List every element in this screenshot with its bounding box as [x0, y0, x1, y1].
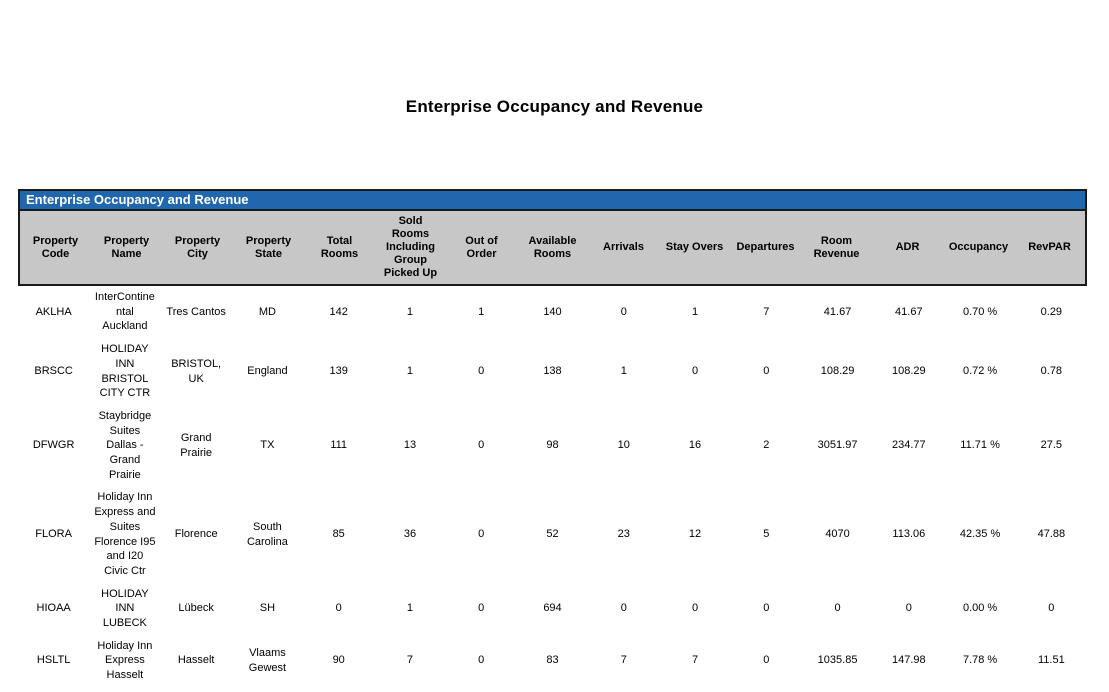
table-row	[18, 405, 1087, 487]
table-cell: HIOAA	[36, 602, 71, 615]
table-cell: 7	[691, 654, 699, 667]
table-cell: 113.06	[892, 528, 926, 541]
table-cell: 5	[763, 528, 770, 541]
table-cell: 0	[834, 602, 841, 615]
table-cell: InterContinental Auckland	[94, 291, 155, 333]
column-header: Property Name	[103, 234, 150, 260]
table-cell: 0	[478, 602, 485, 615]
column-header: Available Rooms	[528, 234, 577, 260]
table-cell: Holiday Inn Express Hasselt	[97, 639, 153, 682]
table-cell: BRSCC	[34, 365, 73, 378]
table-cell: 108.29	[820, 365, 855, 378]
table-cell: 0.70 %	[962, 305, 998, 318]
table-cell: 47.88	[1037, 528, 1066, 541]
table-cell: Holiday Inn Express and Suites Florence I95 and I20 Civic Ctr	[94, 491, 156, 577]
column-header: Departures	[736, 241, 795, 253]
table-cell: 0	[620, 305, 627, 318]
table-cell: Grand Prairie	[180, 431, 213, 459]
table-cell: 90	[332, 654, 345, 667]
table-cell: 41.67	[823, 305, 852, 318]
column-header: Stay Overs	[665, 241, 724, 253]
table-cell: 4070	[825, 528, 850, 541]
table-cell: Tres Cantos	[166, 305, 226, 318]
column-header: Total Rooms	[320, 234, 359, 260]
table-cell: 1	[406, 365, 414, 378]
table-cell: 42.35 %	[959, 528, 1001, 541]
table-cell: SH	[259, 602, 276, 615]
table-row	[18, 286, 1087, 338]
table-cell: 0	[478, 654, 485, 667]
table-cell: HOLIDAY INN LUBECK	[101, 587, 149, 630]
column-header: ADR	[895, 241, 920, 253]
table-cell: MD	[258, 305, 276, 318]
table-cell: 12	[688, 528, 702, 541]
table-cell: 11.51	[1037, 654, 1065, 667]
table-cell: 0	[478, 528, 485, 541]
table-cell: 23	[617, 528, 630, 541]
table-cell: 7	[620, 654, 627, 667]
table-cell: 140	[543, 305, 562, 318]
table-cell: 108.29	[891, 365, 926, 378]
table-cell: 0	[905, 602, 912, 615]
table-cell: 41.67	[895, 305, 923, 318]
table-row	[18, 635, 1087, 687]
table-row	[18, 583, 1087, 635]
table-cell: BRISTOL, UK	[171, 357, 222, 385]
table-cell: 0	[763, 365, 770, 378]
table-cell: 0	[335, 602, 342, 615]
table-cell: 1	[406, 305, 414, 318]
column-header-row	[20, 211, 1085, 284]
table-cell: 27.5	[1040, 439, 1063, 452]
table-row	[18, 486, 1087, 582]
table-cell: TX	[260, 439, 275, 452]
column-header: Arrivals	[603, 241, 644, 253]
table-cell: 7.78 %	[962, 654, 998, 667]
table-cell: Lübeck	[178, 602, 214, 615]
table-cell: 2	[763, 439, 770, 452]
table-cell: 0	[478, 439, 485, 452]
table-cell: Vlaams Gewest	[248, 647, 287, 674]
table-cell: 52	[546, 528, 559, 541]
table-cell: 7	[406, 654, 414, 667]
table-cell: 694	[543, 602, 562, 615]
table-cell: 138	[543, 365, 562, 378]
table-cell: 0	[478, 365, 485, 378]
table-cell: 111	[330, 439, 348, 452]
table-cell: 13	[403, 439, 417, 452]
table-cell: 16	[688, 439, 702, 452]
table-cell: 142	[329, 305, 348, 318]
table-cell: 0	[691, 365, 699, 378]
table-cell: 0	[763, 602, 770, 615]
table-cell: 1035.85	[817, 654, 858, 667]
table-cell: 83	[546, 654, 559, 667]
table-cell: South Carolina	[246, 520, 288, 548]
table-cell: Florence	[174, 528, 218, 541]
table-cell: 11.71 %	[960, 439, 1000, 452]
table-cell: 7	[763, 305, 770, 318]
table-cell: 0	[620, 602, 627, 615]
table-cell: 1	[620, 365, 627, 378]
table-row	[18, 338, 1087, 405]
table-cell: Hasselt	[177, 654, 215, 667]
table-cell: HSLTL	[36, 654, 71, 667]
table-cell: 0.72 %	[962, 365, 998, 378]
table-cell: 0.29	[1040, 305, 1063, 318]
table-cell: 1	[691, 305, 699, 318]
table-head	[18, 189, 1087, 286]
table-cell: 0	[691, 602, 699, 615]
table-cell: 98	[546, 439, 559, 452]
table-cell: 234.77	[891, 439, 926, 452]
table-cell: England	[247, 365, 288, 378]
table-cell: 3051.97	[817, 439, 858, 452]
column-header: Property Code	[32, 234, 79, 260]
table-cell: 0	[1048, 602, 1055, 615]
page-title: Enterprise Occupancy and Revenue	[405, 97, 704, 116]
table-cell: 147.98	[891, 654, 926, 667]
column-header: Room Revenue	[813, 234, 860, 260]
column-header: Out of Order	[465, 234, 498, 260]
column-header: Occupancy	[948, 241, 1009, 253]
table-cell: 1	[406, 602, 414, 615]
column-header: Sold Rooms Including Group Picked Up	[383, 215, 438, 279]
occupancy-revenue-table	[18, 189, 1087, 687]
table-cell: Staybridge Suites Dallas - Grand Prairie	[98, 409, 152, 481]
table-cell: 0.78	[1040, 365, 1063, 378]
table-cell: 10	[617, 439, 630, 452]
table-cell: 85	[332, 528, 345, 541]
column-header: Property City	[174, 234, 221, 260]
table-body	[18, 286, 1087, 687]
table-cell: 1	[478, 305, 485, 318]
column-header: RevPAR	[1028, 241, 1071, 253]
table-cell: HOLIDAY INN BRISTOL CITY CTR	[99, 343, 151, 400]
table-cell: 0	[763, 654, 770, 667]
table-cell: 139	[329, 365, 348, 378]
table-cell: FLORA	[35, 528, 72, 541]
table-cell: 0.00 %	[962, 602, 998, 615]
table-title-bar: Enterprise Occupancy and Revenue	[20, 191, 1085, 211]
table-cell: DFWGR	[32, 439, 75, 452]
table-cell: 36	[403, 528, 417, 541]
table-cell: AKLHA	[35, 305, 72, 318]
column-header: Property State	[245, 234, 292, 260]
